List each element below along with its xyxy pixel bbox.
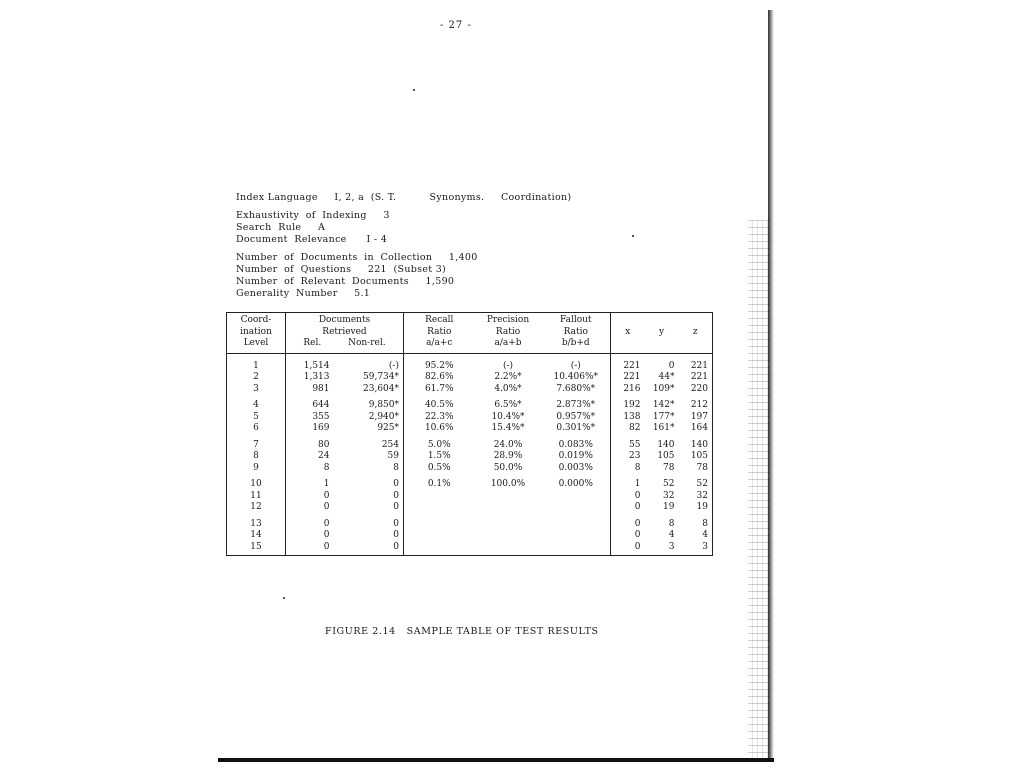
cell-y: 3 [668, 541, 675, 552]
table-header-row [227, 313, 713, 354]
cell-fallout: 0.003% [542, 463, 611, 475]
cell-nonrel: 0 [334, 530, 404, 542]
cell-rel: 24 [318, 451, 330, 461]
cell-nonrel: 23,604* [334, 384, 404, 396]
cell-fallout [542, 530, 611, 542]
cell-x: 23 [629, 451, 641, 461]
cell-nonrel: 0 [334, 479, 404, 491]
table-row [227, 463, 713, 475]
header-coordination-level [227, 313, 286, 354]
cell-precision [475, 519, 542, 531]
header-text: Recall [425, 315, 454, 325]
cell-level: 13 [227, 519, 286, 531]
header-text: a/a+b [494, 338, 522, 348]
cell-y: 52 [663, 479, 675, 489]
cell-level: 6 [227, 423, 286, 435]
header-text: Ratio [427, 326, 452, 337]
cell-recall [404, 491, 475, 503]
cell-precision [475, 542, 542, 556]
cell-precision: 10.4%* [491, 411, 525, 422]
cell-fallout: 0.019% [542, 451, 611, 463]
cell-z: 52 [696, 479, 708, 489]
cell-recall [404, 502, 475, 514]
index-language-line: Index Language I, 2, a (S. T. Synonyms. Coordination) [236, 192, 572, 203]
cell-x: 138 [623, 411, 641, 422]
cell-rel: 0 [323, 530, 330, 540]
cell-recall [404, 530, 475, 542]
header-text: Ratio [563, 326, 588, 337]
header-nonrel: Non-rel. [348, 338, 386, 348]
header-text: Precision [486, 315, 530, 325]
cell-rel: 1,514 [303, 360, 330, 371]
table-body [227, 353, 713, 556]
cell-x: 8 [634, 462, 641, 473]
cell-x: 0 [634, 530, 641, 540]
cell-y: 140 [657, 439, 675, 450]
cell-fallout: 0.957%* [542, 412, 611, 424]
header-text: Ratio [495, 326, 521, 337]
cell-fallout: (-) [542, 353, 611, 372]
cell-fallout: 0.083% [542, 440, 611, 452]
table-row [227, 519, 713, 531]
cell-rel: 0 [323, 502, 330, 512]
cell-y: 105 [657, 451, 675, 461]
cell-level: 7 [227, 440, 286, 452]
cell-z: 4 [702, 530, 708, 540]
cell-recall: 1.5% [427, 451, 451, 461]
test-results-table [226, 312, 713, 556]
generality-line: Generality Number 5.1 [236, 288, 371, 299]
cell-x: 0 [634, 490, 641, 501]
cell-z: 220 [690, 383, 708, 394]
page-edge-bottom [218, 758, 774, 762]
cell-x: 0 [634, 502, 641, 512]
cell-level: 15 [227, 542, 286, 556]
cell-level: 9 [227, 463, 286, 475]
cell-x: 0 [634, 541, 641, 552]
header-text: Retrieved [322, 326, 367, 337]
header-text: a/a+c [426, 338, 453, 348]
cell-precision: 6.5%* [494, 400, 522, 410]
cell-recall: 95.2% [424, 360, 454, 371]
cell-rel: 644 [312, 400, 330, 410]
header-fallout-ratio [542, 313, 611, 354]
cell-y: 0 [668, 360, 675, 371]
cell-level: 2 [227, 372, 286, 384]
cell-y: 8 [668, 518, 675, 529]
cell-x: 55 [629, 439, 641, 450]
cell-level: 10 [227, 479, 286, 491]
header-y: y [645, 313, 679, 354]
cell-nonrel: 0 [334, 491, 404, 503]
table-row [227, 400, 713, 412]
cell-x: 82 [629, 423, 641, 433]
table-row [227, 412, 713, 424]
cell-fallout [542, 519, 611, 531]
header-text: Documents [318, 315, 371, 325]
cell-z: 140 [690, 439, 708, 450]
cell-nonrel: 2,940* [334, 412, 404, 424]
header-precision-ratio [475, 313, 542, 354]
cell-precision [475, 491, 542, 503]
cell-precision [475, 530, 542, 542]
cell-nonrel: 925* [334, 423, 404, 435]
cell-level: 11 [227, 491, 286, 503]
cell-nonrel: 9,850* [334, 400, 404, 412]
cell-z: 212 [690, 400, 708, 410]
cell-z: 105 [690, 451, 708, 461]
figure-caption: FIGURE 2.14 SAMPLE TABLE OF TEST RESULTS [325, 626, 599, 637]
cell-fallout [542, 542, 611, 556]
search-rule-line: Search Rule A [236, 222, 326, 233]
cell-level: 8 [227, 451, 286, 463]
cell-y: 44* [658, 372, 675, 382]
cell-x: 221 [623, 372, 641, 382]
cell-y: 32 [663, 490, 675, 501]
scan-speck [283, 597, 285, 599]
cell-recall: 0.1% [427, 479, 451, 489]
table-row [227, 353, 713, 372]
cell-recall: 10.6% [424, 423, 454, 433]
header-text: Coord- [240, 315, 272, 325]
num-documents-line: Number of Documents in Collection 1,400 [236, 252, 478, 263]
cell-z: 19 [696, 502, 708, 512]
cell-rel: 981 [312, 383, 330, 394]
cell-rel: 0 [323, 490, 330, 501]
cell-fallout: 0.301%* [542, 423, 611, 435]
cell-z: 221 [690, 360, 708, 371]
cell-fallout: 2.873%* [542, 400, 611, 412]
cell-rel: 355 [312, 411, 330, 422]
cell-rel: 80 [318, 439, 330, 450]
cell-fallout: 7.680%* [542, 384, 611, 396]
cell-y: 177* [652, 411, 675, 422]
table-row [227, 440, 713, 452]
cell-z: 197 [690, 411, 708, 422]
cell-x: 216 [623, 383, 641, 394]
cell-level: 3 [227, 384, 286, 396]
cell-precision: 15.4%* [491, 423, 525, 433]
cell-nonrel: 59 [334, 451, 404, 463]
cell-level: 14 [227, 530, 286, 542]
cell-precision: (-) [502, 360, 514, 371]
page-number: - 27 - [440, 20, 472, 31]
cell-fallout [542, 491, 611, 503]
cell-nonrel: (-) [334, 353, 404, 372]
cell-z: 32 [696, 490, 708, 501]
cell-z: 164 [690, 423, 708, 433]
cell-precision: 24.0% [493, 439, 523, 450]
table-row [227, 479, 713, 491]
cell-fallout: 0.000% [542, 479, 611, 491]
header-text: b/b+d [561, 338, 590, 348]
cell-y: 161* [652, 423, 675, 433]
cell-z: 3 [702, 541, 708, 552]
table-row [227, 502, 713, 514]
header-text: ination [240, 326, 272, 337]
cell-recall [404, 519, 475, 531]
cell-precision: 50.0% [493, 462, 523, 473]
cell-rel: 8 [323, 462, 330, 473]
num-questions-line: Number of Questions 221 (Subset 3) [236, 264, 447, 275]
cell-fallout: 10.406%* [542, 372, 611, 384]
header-text: Level [243, 338, 269, 348]
cell-recall: 82.6% [424, 372, 454, 382]
cell-y: 19 [663, 502, 675, 512]
table-row [227, 491, 713, 503]
cell-precision: 4.0%* [494, 383, 522, 394]
cell-recall: 0.5% [427, 462, 451, 473]
cell-rel: 0 [323, 541, 330, 552]
cell-nonrel: 254 [334, 440, 404, 452]
cell-rel: 169 [312, 423, 330, 433]
cell-rel: 1 [323, 479, 330, 489]
cell-precision [475, 502, 542, 514]
document-relevance-line: Document Relevance I - 4 [236, 234, 388, 245]
num-relevant-line: Number of Relevant Documents 1,590 [236, 276, 455, 287]
cell-level: 4 [227, 400, 286, 412]
header-documents-retrieved [286, 313, 404, 354]
cell-precision: 100.0% [490, 479, 526, 489]
cell-nonrel: 0 [334, 519, 404, 531]
header-text: Fallout [559, 315, 592, 325]
header-recall-ratio [404, 313, 475, 354]
cell-x: 221 [623, 360, 641, 371]
header-rel: Rel. [303, 338, 322, 348]
cell-recall [404, 542, 475, 556]
cell-x: 1 [634, 479, 641, 489]
table-row [227, 451, 713, 463]
table-row [227, 384, 713, 396]
cell-recall: 22.3% [424, 411, 454, 422]
table-row [227, 542, 713, 556]
header-x: x [611, 313, 645, 354]
cell-y: 78 [663, 462, 675, 473]
cell-y: 4 [668, 530, 675, 540]
cell-nonrel: 0 [334, 502, 404, 514]
cell-x: 192 [623, 400, 641, 410]
scan-speck [632, 235, 634, 237]
cell-nonrel: 0 [334, 542, 404, 556]
cell-nonrel: 8 [334, 463, 404, 475]
cell-y: 142* [652, 400, 675, 410]
table-row [227, 530, 713, 542]
table-row [227, 372, 713, 384]
cell-level: 12 [227, 502, 286, 514]
cell-rel: 1,313 [303, 372, 330, 382]
cell-nonrel: 59,734* [334, 372, 404, 384]
cell-y: 109* [652, 383, 675, 394]
cell-x: 0 [634, 518, 641, 529]
cell-rel: 0 [323, 518, 330, 529]
cell-z: 78 [696, 462, 708, 473]
header-z: z [679, 313, 713, 354]
cell-recall: 61.7% [424, 383, 454, 394]
exhaustivity-line: Exhaustivity of Indexing 3 [236, 210, 390, 221]
table-row [227, 423, 713, 435]
cell-precision: 2.2%* [494, 372, 522, 382]
cell-fallout [542, 502, 611, 514]
cell-level: 1 [227, 353, 286, 372]
cell-z: 221 [690, 372, 708, 382]
cell-level: 5 [227, 412, 286, 424]
page-edge-scan-noise [748, 220, 770, 760]
cell-recall: 40.5% [424, 400, 454, 410]
cell-recall: 5.0% [427, 439, 451, 450]
cell-z: 8 [702, 518, 708, 529]
cell-precision: 28.9% [493, 451, 523, 461]
scan-speck [413, 89, 415, 91]
